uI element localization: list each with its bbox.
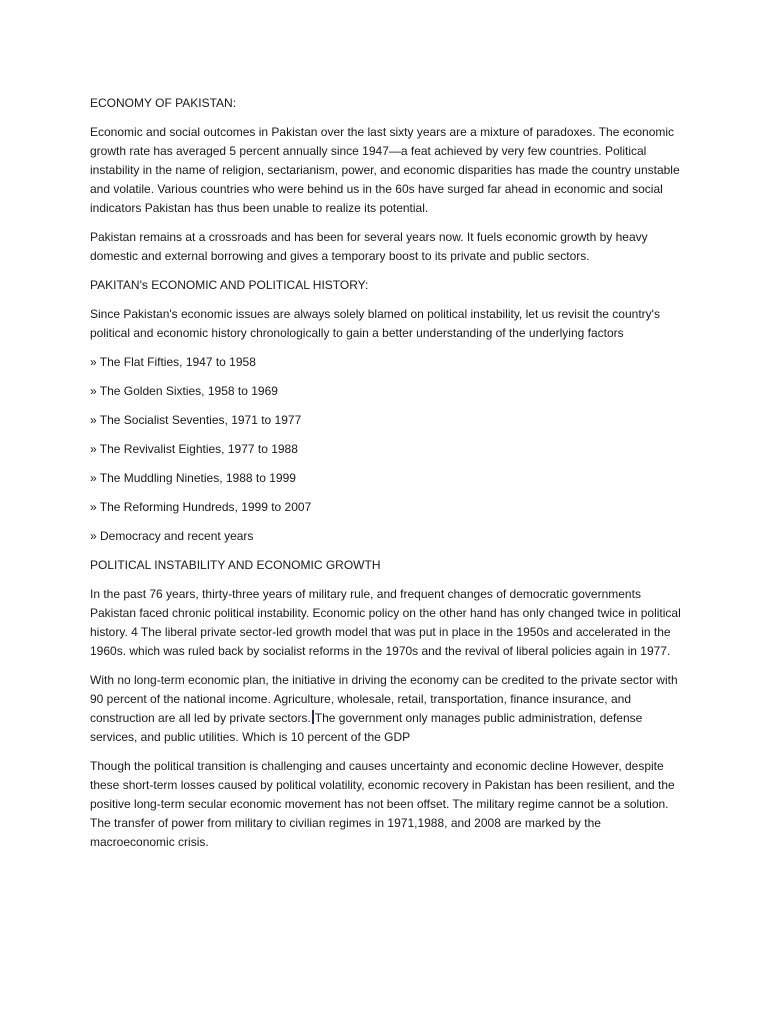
history-list-item: » Democracy and recent years (90, 529, 254, 543)
history-list-item: » The Flat Fifties, 1947 to 1958 (90, 355, 256, 369)
instability-paragraph-2-part-1: With no long-term economic plan, the initiative in driving the economy can be credited to the private sector with 90 percent of the national income. Agriculture, wholesale, retail, transportation, finance insurance, and construction are all led by private sectors. (90, 673, 678, 725)
instability-paragraph-2-part-2: The government only manages public administration, defense services, and public utilities. Which is 10 percent of the GDP (90, 711, 643, 744)
intro-paragraph-1: Economic and social outcomes in Pakistan over the last sixty years are a mixture of paradoxes. The economic growth rate has averaged 5 percent annually since 1947—a feat achieved by very few countries. Political instability in the name of religion, sectarianism, power, and economic disparities has made the country unstable and volatile. Various countries who were behind us in the 60s have surged far ahead in economic and social indicators Pakistan has thus been unable to realize its potential. (90, 125, 680, 215)
history-list-item: » The Muddling Nineties, 1988 to 1999 (90, 471, 296, 485)
history-list-item: » The Socialist Seventies, 1971 to 1977 (90, 413, 302, 427)
instability-paragraph-3: Though the political transition is challenging and causes uncertainty and economic decline However, despite these short-term losses caused by political volatility, economic recovery in Pakistan has been resilient, and the positive long-term secular economic movement has not been offset. The military regime cannot be a solution. The transfer of power from military to civilian regimes in 1971,1988, and 2008 are marked by the macroeconomic crisis. (90, 759, 675, 849)
intro-paragraph-2: Pakistan remains at a crossroads and has been for several years now. It fuels economic growth by heavy domestic and external borrowing and gives a temporary boost to its private and public sectors. (90, 230, 648, 263)
history-heading: PAKITAN's ECONOMIC AND POLITICAL HISTORY: (90, 278, 369, 292)
history-list-item: » The Reforming Hundreds, 1999 to 2007 (90, 500, 312, 514)
history-list-item: » The Revivalist Eighties, 1977 to 1988 (90, 442, 298, 456)
text-cursor (312, 710, 314, 724)
history-list-item: » The Golden Sixties, 1958 to 1969 (90, 384, 278, 398)
document-title: ECONOMY OF PAKISTAN: (90, 96, 237, 110)
document-body (90, 94, 684, 862)
instability-paragraph-1: In the past 76 years, thirty-three years of military rule, and frequent changes of democratic governments Pakistan faced chronic political instability. Economic policy on the other hand has only changed twice in political history. 4 The liberal private sector-led growth model that was put in place in the 1950s and accelerated in the 1960s. which was ruled back by socialist reforms in the 1970s and the revival of liberal policies again in 1977. (90, 587, 681, 658)
instability-paragraph-2 (90, 671, 684, 747)
instability-heading: POLITICAL INSTABILITY AND ECONOMIC GROWTH (90, 558, 381, 572)
history-paragraph: Since Pakistan's economic issues are always solely blamed on political instability, let us revisit the country's political and economic history chronologically to gain a better understanding of the underlying factors (90, 307, 660, 340)
